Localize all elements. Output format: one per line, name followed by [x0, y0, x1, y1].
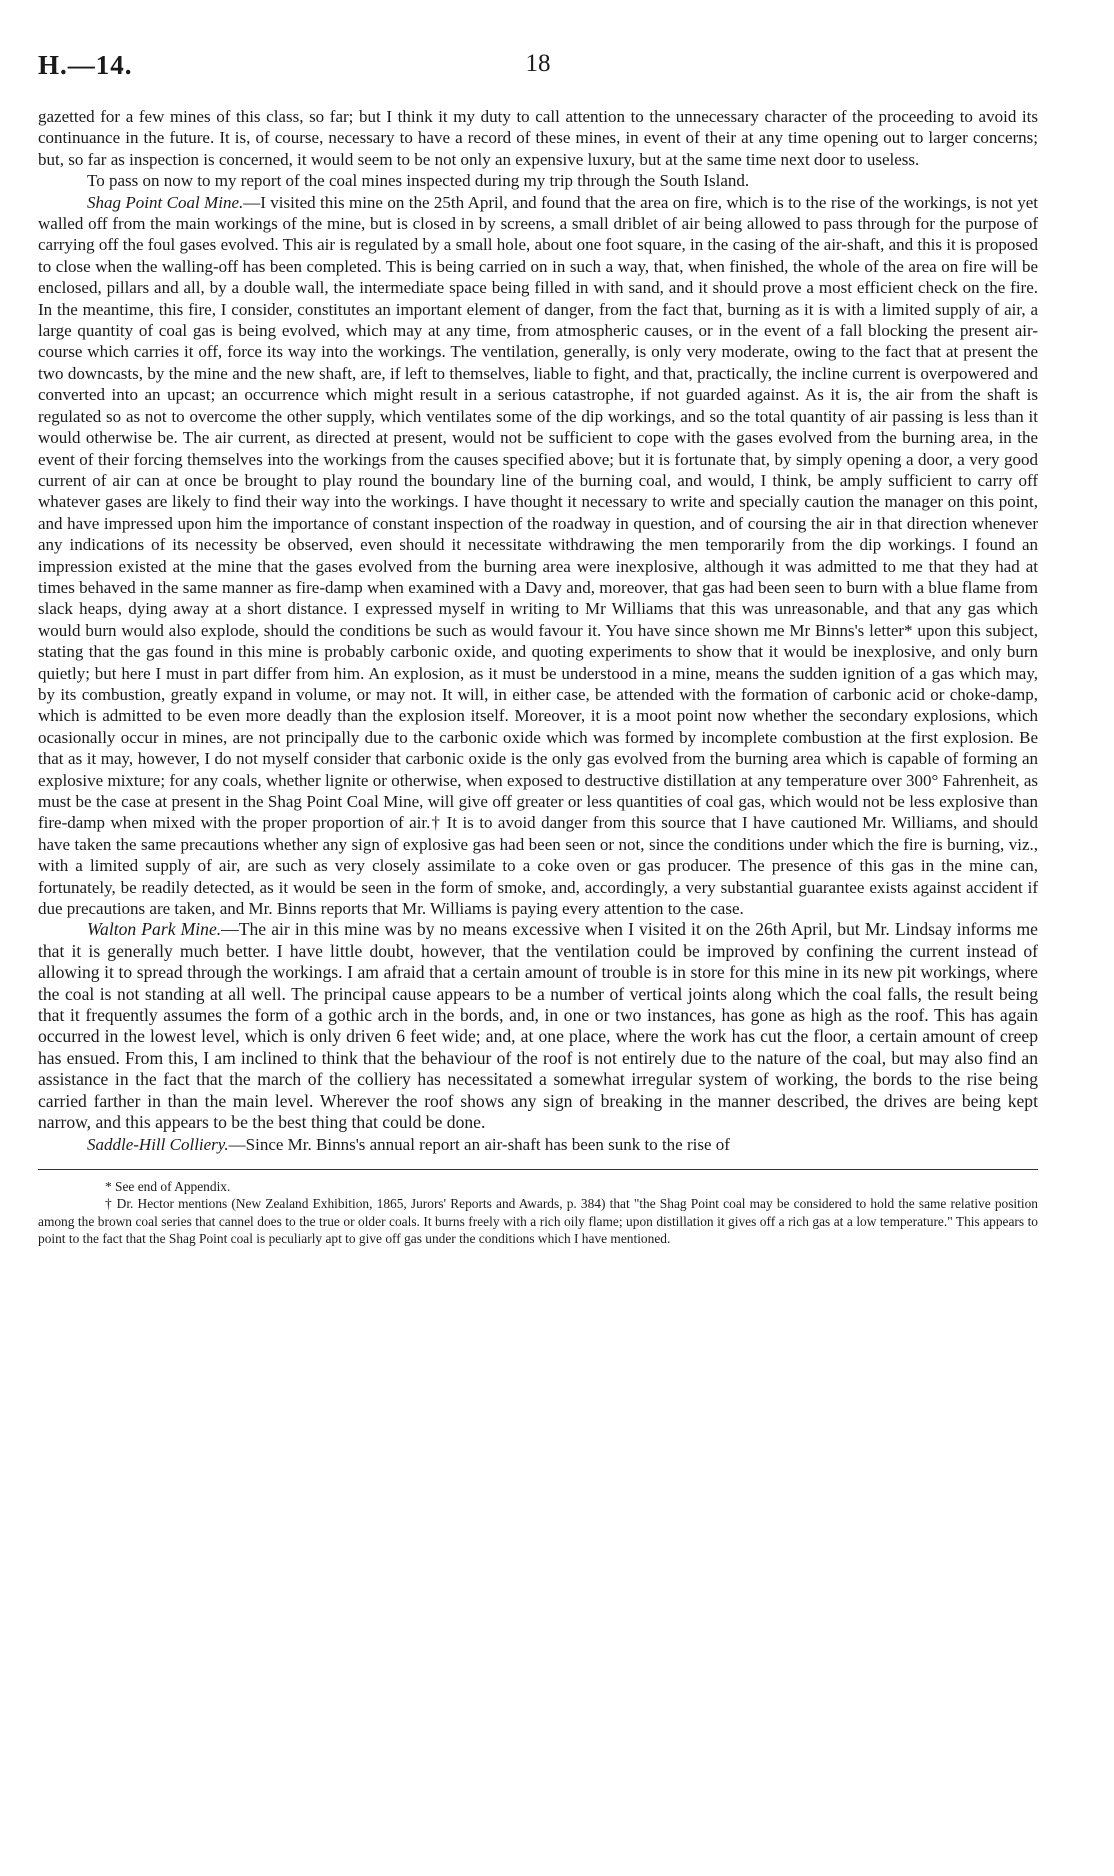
shag-point-text: —I visited this mine on the 25th April, and found that the area on fire, which is to the rise of the workings, is not yet walled off from the main workings of the mine, but is closed in by screens, a small driblet of air being allowed to pass through for the purpose of carrying off the foul gases evolved. This air is regulated by a small hole, about one foot square, in the casing of the air-shaft, and this it is proposed to close when the walling-off has been completed. This is being carried on in such a way, that, when finished, the whole of the area on fire will be enclosed, pillars and all, by a double wall, the intermediate space being filled in with sand, and it should prove a most efficient check on the fire. In the meantime, this fire, I consider, constitutes an important element of danger, from the fact that, burning as it is with a limited supply of air, a large quantity of coal gas is being evolved, which may at any time, from atmospheric causes, or in the event of a fall blocking the present air-course which carries it off, force its way into the workings. The ventilation, generally, is only very moderate, owing to the fact that at present the two downcasts, by the mine and the new shaft, are, if left to themselves, liable to fight, and that, practically, the incline current is overpowered and converted into an upcast; an occurrence which might result in a serious catastrophe, if not guarded against. As it is, the air from the shaft is regulated so as not to overcome the other supply, which ventilates some of the dip workings, and so the total quantity of air passing is less than it would otherwise be. The air current, as directed at present, would not be sufficient to cope with the gases evolved from the burning area, in the event of their forcing themselves into the workings from the causes specified above; but it is fortunate that, by simply opening a door, a very good current of air can at once be brought to play round the boundary line of the burning coal, and would, I think, be amply sufficient to carry off whatever gases are likely to find their way into the workings. I have thought it necessary to write and specially caution the manager on this point, and have impressed upon him the importance of constant inspection of the roadway in question, and of coursing the air in that direction whenever any indications of its necessity be observed, even should it necessitate withdrawing the men temporarily from the dip workings. I found an impression existed at the mine that the gases evolved from the burning area were inexplosive, although it was admitted to me that they had at times behaved in the same manner as fire-damp when examined with a Davy and, moreover, that gas had been seen to burn with a blue flame from slack heaps, dying away at a short distance. I expressed myself in writing to Mr Williams that this was unreasonable, and that any gas which would burn would also explode, should the conditions be such as would favour it. You have since shown me Mr Binns's letter* upon this subject, stating that the gas found in this mine is probably carbonic oxide, and quoting experiments to show that it would be inexplosive, and only burn quietly; but here I must in part differ from him. An explosion, as it must be understood in a mine, means the sudden ignition of a gas which may, by its combustion, greatly expand in volume, or may not. It will, in either case, be attended with the formation of carbonic acid or choke-damp, which is admitted to be even more deadly than the explosion itself. Moreover, it is a moot point now whether the secondary explosions, which ocasionally occur in mines, are not principally due to the carbonic oxide which was formed by incomplete combustion at the first explosion. Be that as it may, however, I do not myself consider that carbonic oxide is the only gas evolved from the burning area which is capable of forming an explosive mixture; for any coals, whether lignite or otherwise, when exposed to destructive distillation at any temperature over 300° Fahrenheit, as must be the case at present in the Shag Point Coal Mine, will give off greater or less quantities of coal gas, which would not be less explosive than fire-damp when mixed with the proper proportion of air.† It is to avoid danger from this source that I have cautioned Mr. Williams, and should have taken the same precautions whether any sign of explosive gas had been seen or not, since the conditions under which the fire is burning, viz., with a limited supply of air, are such as very closely assimilate to a coke oven or gas producer. The presence of this gas in the mine can, fortunately, be readily detected, as it would be seen in the form of smoke, and, accordingly, a very substantial guarantee exists against accident if due precautions are taken, and Mr. Binns reports that Mr. Williams is paying every attention to the case. — [38, 192, 1039, 919]
paragraph-continuation: gazetted for a few mines of this class, so far; but I think it my duty to call attention to the unnecessary character of the proceeding to avoid its continuance in the future. It is, of course, necessary to have a record of these mines, in event of their at any time opening out to larger concerns; but, so far as inspection is concerned, it would seem to be not only an expensive luxury, but at the same time next door to useless. — [38, 107, 1038, 169]
page-header — [38, 50, 1038, 80]
page-number: 18 — [525, 50, 551, 77]
paragraph-shag-point — [38, 192, 1038, 920]
paragraph-intro: To pass on now to my report of the coal mines inspected during my trip through the South Island. — [87, 171, 750, 191]
body-text — [38, 106, 1038, 1155]
saddle-hill-text: —Since Mr. Binns's annual report an air-shaft has been sunk to the rise of — [228, 1134, 730, 1154]
walton-park-text: —The air in this mine was by no means excessive when I visited it on the 26th April, but Mr. Lindsay informs me that it is generally much better. I have little doubt, however, that the ventilation could be improved by confining the current instead of allowing it to spread through the workings. I am afraid that a certain amount of trouble is in store for this mine in its new pit workings, where the coal is not standing at all well. The principal cause appears to be a number of vertical joints along which the coal falls, the result being that it frequently assumes the form of a gothic arch in the bords, and, in one or two instances, has gone as high as the roof. This has again occurred in the lowest level, which is only driven 6 feet wide; and, at one place, where the work has cut the floor, a certain amount of creep has ensued. From this, I am inclined to think that the behaviour of the roof is not entirely due to the nature of the coal, but may also find an assistance in the fact that the march of the colliery has necessitated a somewhat irregular system of working, the bords to the rise being carried farther in than the main level. Wherever the roof shows any sign of breaking in the manner described, the drives are being kept narrow, and this appears to be the best thing that could be done. — [38, 919, 1038, 1133]
footnote-asterisk: * See end of Appendix. — [105, 1178, 231, 1194]
footnotes — [38, 1178, 1038, 1247]
paragraph-saddle-hill — [38, 1134, 1038, 1155]
document-page — [38, 50, 1038, 1247]
document-code: H.—14. — [38, 50, 133, 80]
walton-park-heading: Walton Park Mine. — [87, 919, 222, 940]
paragraph-walton-park — [38, 919, 1038, 1133]
saddle-hill-heading: Saddle-Hill Colliery. — [87, 1134, 229, 1154]
footnote-dagger: † Dr. Hector mentions (New Zealand Exhibition, 1865, Jurors' Reports and Awards, p. 384) that "the Shag Point coal may be considered to hold the same relative position among the brown coal series that cannel does to the true or older coals. It burns freely with a rich oily flame; upon distillation it gives off a rich gas at a low temperature." This appears to point to the fact that the Shag Point coal is peculiarly apt to give off gas under the conditions which I have mentioned. — [38, 1196, 1038, 1246]
footnote-divider — [38, 1169, 1038, 1170]
shag-point-heading: Shag Point Coal Mine. — [87, 192, 244, 212]
